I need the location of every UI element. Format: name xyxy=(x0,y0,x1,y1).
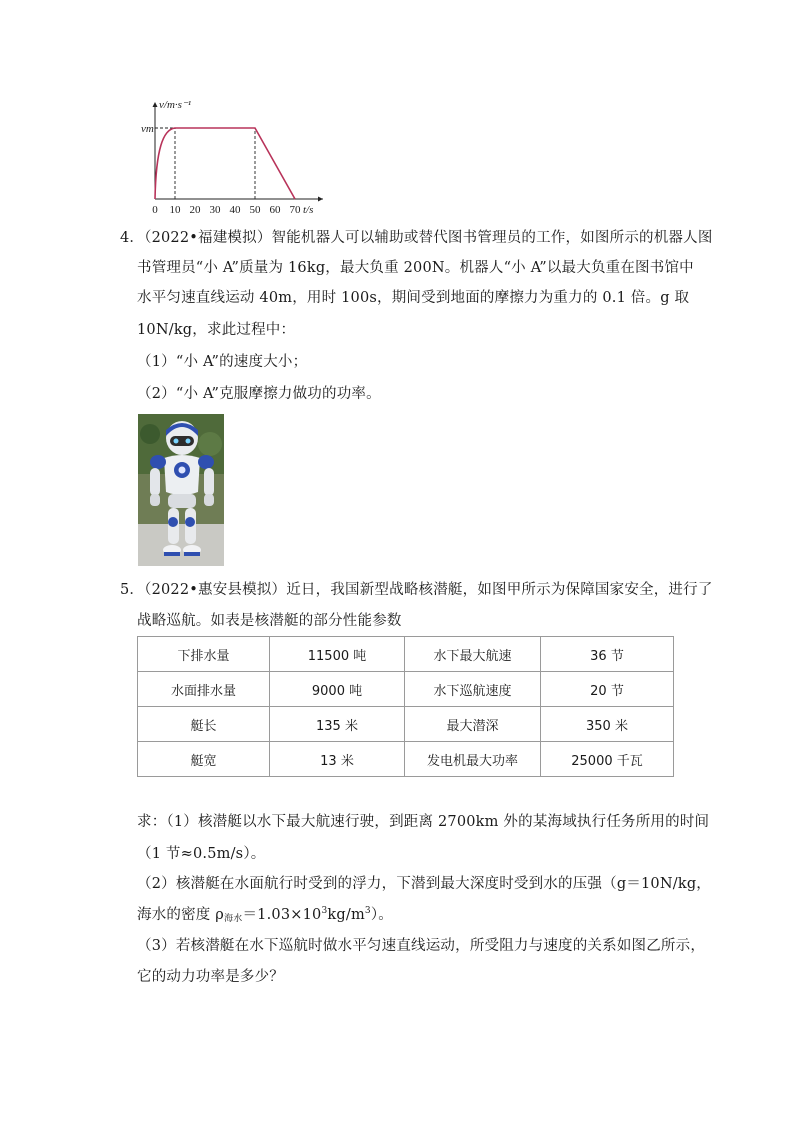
robot-librarian-photo xyxy=(138,414,224,566)
y-tick-label-vm: vm xyxy=(141,123,154,135)
x-axis-label: t/s xyxy=(303,204,314,216)
table-cell: 13 米 xyxy=(270,742,405,777)
submarine-params-table xyxy=(137,636,674,777)
table-cell: 135 米 xyxy=(270,707,405,742)
q4-line1: 4．（2022•福建模拟）智能机器人可以辅助或替代图书管理员的工作，如图所示的机器人图 xyxy=(120,230,713,246)
q5-ask2b-mid2: kg/m xyxy=(327,907,365,923)
chart-axes xyxy=(153,102,324,202)
table-cell: 水面排水量 xyxy=(138,672,270,707)
velocity-time-chart xyxy=(133,98,333,218)
q5-ask3a: （3）若核潜艇在水下巡航时做水平匀速直线运动，所受阻力与速度的关系如图乙所示， xyxy=(137,938,706,954)
x-axis-arrow xyxy=(318,197,323,202)
q5-ask2b-pre: 海水的密度 ρ xyxy=(137,907,225,923)
q5-ask2b-end: ）。 xyxy=(370,907,393,923)
table-cell: 11500 吨 xyxy=(270,637,405,672)
q4-sub1: （1）“小 A”的速度大小； xyxy=(137,354,308,370)
x-tick-label: 50 xyxy=(249,204,261,216)
q5-ask3b: 它的动力功率是多少？ xyxy=(137,969,284,985)
y-axis-label: v/m·s⁻¹ xyxy=(159,99,192,111)
q5-ask2b-sup2: 3 xyxy=(364,906,371,916)
table-cell: 水下巡航速度 xyxy=(405,672,541,707)
x-tick-label: 10 xyxy=(169,204,181,216)
q5-ask2b-sub: 海水 xyxy=(224,914,243,924)
table-cell: 20 节 xyxy=(541,672,674,707)
velocity-series-line xyxy=(155,128,295,199)
x-tick-label: 70 xyxy=(289,204,301,216)
table-cell: 艇宽 xyxy=(138,742,270,777)
table-cell: 艇长 xyxy=(138,707,270,742)
table-row xyxy=(138,742,674,777)
table-cell: 9000 吨 xyxy=(270,672,405,707)
table-cell: 下排水量 xyxy=(138,637,270,672)
y-axis-arrow xyxy=(153,102,158,107)
table-cell: 36 节 xyxy=(541,637,674,672)
q5-ask2b-mid: ＝1.03×10 xyxy=(242,907,322,923)
chart-guides xyxy=(155,128,255,199)
table-cell: 25000 千瓦 xyxy=(541,742,674,777)
x-tick-label: 20 xyxy=(189,204,201,216)
chart-series xyxy=(155,128,295,199)
table-cell: 350 米 xyxy=(541,707,674,742)
q4-line3: 水平匀速直线运动 40m，用时 100s，期间受到地面的摩擦力为重力的 0.1 倍。g 取 xyxy=(137,290,690,306)
x-tick-label: 40 xyxy=(229,204,241,216)
x-tick-label: 0 xyxy=(152,204,158,216)
table-row xyxy=(138,637,674,672)
q5-ask1b: （1 节≈0.5m/s）。 xyxy=(137,846,266,862)
q5-ask2a: （2）核潜艇在水面航行时受到的浮力，下潜到最大深度时受到水的压强（g＝10N/kg， xyxy=(137,876,711,892)
q5-ask2b-sup1: 3 xyxy=(321,906,328,916)
q5-line1: 5．（2022•惠安县模拟）近日，我国新型战略核潜艇，如图甲所示为保障国家安全，进行了 xyxy=(120,582,713,598)
q4-sub2: （2）“小 A”克服摩擦力做功的功率。 xyxy=(137,386,381,402)
q4-line4: 10N/kg，求此过程中： xyxy=(137,322,296,338)
q5-ask2b xyxy=(137,905,393,925)
table-cell: 发电机最大功率 xyxy=(405,742,541,777)
q5-ask1a: 求：（1）核潜艇以水下最大航速行驶，到距离 2700km 外的某海域执行任务所用的时间 xyxy=(137,814,710,830)
q5-line2: 战略巡航。如表是核潜艇的部分性能参数 xyxy=(137,613,402,629)
table-row xyxy=(138,672,674,707)
table-cell: 最大潜深 xyxy=(405,707,541,742)
table-row xyxy=(138,707,674,742)
table-cell: 水下最大航速 xyxy=(405,637,541,672)
q4-line2: 书管理员“小 A”质量为 16kg，最大负重 200N。机器人“小 A”以最大负重在图书馆中 xyxy=(137,260,694,276)
x-tick-label: 30 xyxy=(209,204,221,216)
x-tick-label: 60 xyxy=(269,204,281,216)
chart-labels xyxy=(141,99,313,216)
